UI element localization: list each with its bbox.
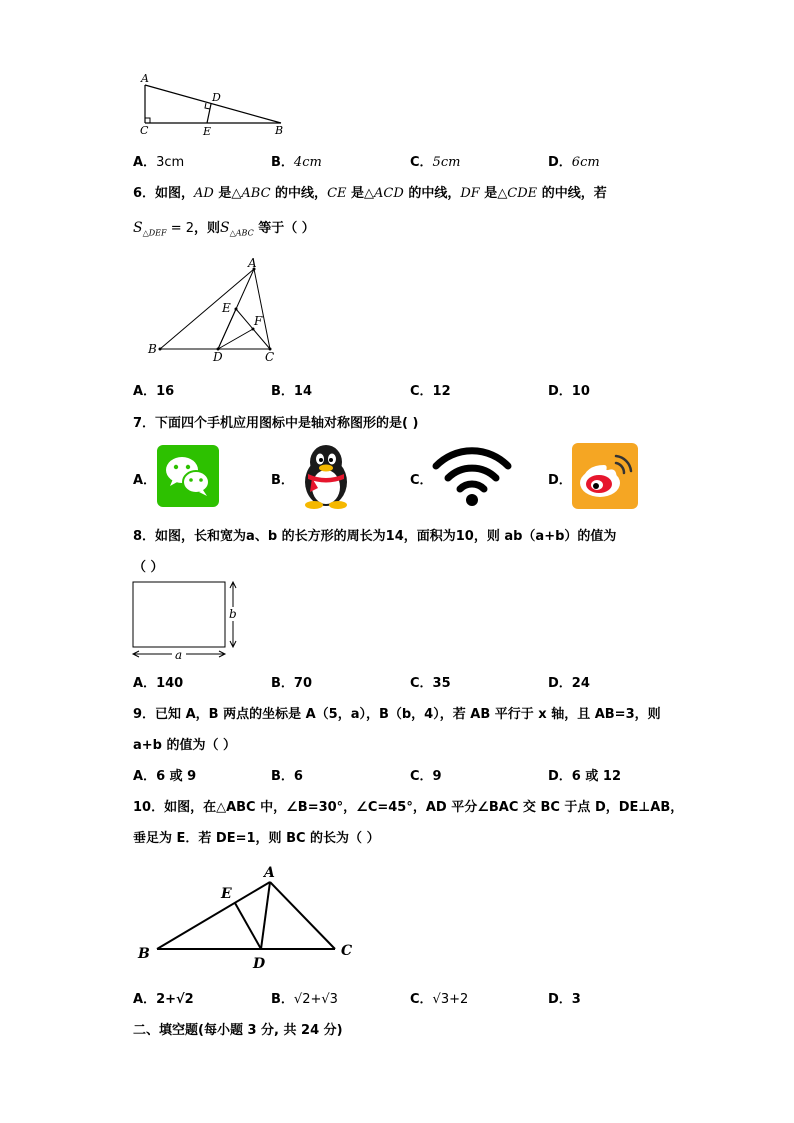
q9-stem-line1: 9．已知 A，B 两点的坐标是 A（5，a），B（b，4），若 AB 平行于 x 轴，且 AB=3，则 — [133, 707, 661, 722]
option-label: D． — [548, 384, 572, 399]
option-value: 3cm — [156, 155, 185, 170]
option-value: 6cm — [571, 155, 600, 170]
fig8-label-b: b — [229, 607, 237, 621]
option-value: 3 — [571, 992, 581, 1007]
q10-option-c[interactable] — [410, 988, 468, 1007]
fig10-label-e: E — [221, 886, 232, 902]
fig6-label-a: A — [248, 256, 257, 270]
q9-option-b[interactable] — [271, 765, 303, 784]
option-value: 6 — [293, 769, 303, 784]
math: S — [220, 220, 230, 236]
fig10-label-c: C — [341, 943, 353, 959]
math: = 2 — [166, 221, 194, 236]
fig10-label-d: D — [253, 956, 266, 972]
option-label: C． — [410, 155, 433, 170]
option-label: A． — [133, 992, 157, 1007]
q9-option-d[interactable] — [548, 765, 621, 784]
fig5-label-a: A — [141, 72, 149, 85]
q10-figure — [135, 860, 360, 975]
option-value: 140 — [156, 676, 184, 691]
q8-option-d[interactable] — [548, 672, 590, 691]
q7-stem: 7．下面四个手机应用图标中是轴对称图形的是( ) — [133, 416, 419, 431]
q10-stem-line1: 10．如图，在△ABC 中，∠B=30°，∠C=45°，AD 平分∠BAC 交 BC 于点 D，DE⊥AB， — [133, 800, 684, 815]
fig5-label-e: E — [203, 125, 212, 138]
option-label: B． — [271, 676, 294, 691]
math: △DEF — [142, 228, 167, 238]
q9-option-c[interactable] — [410, 765, 442, 784]
option-label: C． — [410, 384, 433, 399]
math: DF — [460, 186, 480, 201]
q6-option-a[interactable] — [133, 380, 174, 399]
option-label: B． — [271, 992, 294, 1007]
q10-option-b[interactable] — [271, 988, 338, 1007]
q6-stem-line1 — [133, 182, 607, 201]
q7-option-b[interactable] — [271, 469, 294, 488]
q9-option-a[interactable] — [133, 765, 196, 784]
option-label: D． — [548, 676, 572, 691]
option-label: C． — [410, 676, 433, 691]
option-value: 24 — [571, 676, 590, 691]
math: AD — [194, 186, 214, 201]
option-label: B． — [271, 473, 294, 488]
option-value: √3+2 — [432, 992, 469, 1007]
option-label: A． — [133, 384, 157, 399]
text: ，则 — [194, 221, 221, 236]
fig6-label-b: B — [148, 342, 157, 356]
q5-figure — [135, 70, 295, 140]
math: △ABC — [229, 228, 254, 238]
text: 的中线，若 — [537, 186, 607, 201]
wifi-icon[interactable] — [432, 442, 512, 508]
option-value: 10 — [571, 384, 590, 399]
text: 是 — [479, 186, 498, 201]
q7-option-c[interactable] — [410, 469, 433, 488]
fig6-label-c: C — [265, 350, 275, 364]
text: 是 — [346, 186, 365, 201]
fig10-label-b: B — [138, 946, 150, 962]
text: 6．如图， — [133, 186, 195, 201]
option-value: 5cm — [432, 155, 461, 170]
option-label: B． — [271, 155, 294, 170]
q6-stem-line2 — [133, 217, 315, 238]
wechat-icon[interactable] — [157, 445, 219, 507]
section-heading: 二、填空题(每小题 3 分, 共 24 分) — [133, 1023, 343, 1038]
option-value: 9 — [432, 769, 442, 784]
q10-option-a[interactable] — [133, 988, 194, 1007]
option-label: C． — [410, 769, 433, 784]
math: S — [133, 220, 143, 236]
option-label: A． — [133, 769, 157, 784]
weibo-icon[interactable] — [572, 443, 638, 509]
text: 等于（ ） — [253, 221, 315, 236]
q10-stem-line2: 垂足为 E．若 DE=1，则 BC 的长为（ ） — [133, 831, 380, 846]
q8-option-c[interactable] — [410, 672, 451, 691]
option-label: D． — [548, 769, 572, 784]
option-value: 4cm — [293, 155, 322, 170]
option-label: A． — [133, 676, 157, 691]
math: △ACD — [364, 186, 404, 201]
fig6-label-d: D — [213, 350, 223, 364]
option-value: 6 或 9 — [156, 769, 197, 784]
fig10-label-a: A — [264, 865, 275, 881]
option-value: 12 — [432, 384, 451, 399]
fig5-label-c: C — [140, 124, 149, 137]
q5-option-a[interactable] — [133, 151, 184, 170]
q6-option-b[interactable] — [271, 380, 312, 399]
math: △ABC — [231, 186, 271, 201]
option-label: B． — [271, 384, 294, 399]
q8-stem-line1: 8．如图，长和宽为a、b 的长方形的周长为14，面积为10，则 ab（a+b）的值为 — [133, 529, 617, 544]
q5-option-d[interactable] — [548, 151, 600, 170]
option-label: D． — [548, 992, 572, 1007]
q6-option-d[interactable] — [548, 380, 590, 399]
option-value: 35 — [432, 676, 451, 691]
option-value: 2+√2 — [156, 992, 194, 1007]
fig6-label-f: F — [254, 314, 263, 328]
option-value: 14 — [293, 384, 313, 399]
text: 是 — [213, 186, 232, 201]
q5-option-c[interactable] — [410, 151, 460, 170]
q8-figure — [130, 578, 245, 662]
option-label: C． — [410, 992, 433, 1007]
math: CE — [327, 186, 347, 201]
qq-penguin-icon[interactable] — [294, 442, 358, 510]
option-label: B． — [271, 769, 294, 784]
option-label: C． — [410, 473, 433, 488]
math: △CDE — [497, 186, 538, 201]
q6-figure — [140, 255, 290, 365]
option-label: D． — [548, 155, 572, 170]
fig5-label-b: B — [275, 124, 284, 137]
q8-option-a[interactable] — [133, 672, 183, 691]
option-value: 70 — [293, 676, 313, 691]
q9-stem-line2: a+b 的值为（ ） — [133, 738, 237, 753]
option-value: 6 或 12 — [571, 769, 621, 784]
fig5-label-d: D — [212, 91, 221, 104]
text: 的中线， — [403, 186, 461, 201]
q7-option-a[interactable] — [133, 469, 156, 488]
q10-option-d[interactable] — [548, 988, 581, 1007]
option-label: A． — [133, 473, 157, 488]
q7-option-d[interactable] — [548, 469, 572, 488]
option-value: 16 — [156, 384, 175, 399]
q6-option-c[interactable] — [410, 380, 451, 399]
option-value: √2+√3 — [293, 992, 338, 1007]
q5-option-b[interactable] — [271, 151, 322, 170]
q8-option-b[interactable] — [271, 672, 312, 691]
fig6-label-e: E — [222, 301, 231, 315]
fig8-label-a: a — [175, 648, 183, 662]
text: 的中线， — [270, 186, 328, 201]
q8-stem-line2: （ ） — [133, 560, 164, 575]
option-label: A． — [133, 155, 157, 170]
option-label: D． — [548, 473, 572, 488]
